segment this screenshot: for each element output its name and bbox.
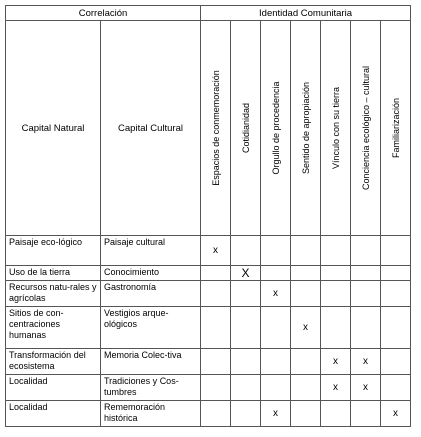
mark-cell <box>381 281 411 307</box>
column-header <box>261 21 291 236</box>
capital-cultural-cell: Memoria Colec-tiva <box>101 349 201 375</box>
capital-cultural-cell: Tradiciones y Cos-tumbres <box>101 375 201 401</box>
mark-cell <box>351 281 381 307</box>
mark-cell <box>201 349 231 375</box>
mark-cell <box>381 307 411 349</box>
mark-cell: x <box>261 401 291 427</box>
mark-cell <box>351 236 381 266</box>
column-header <box>291 21 321 236</box>
mark-cell <box>261 307 291 349</box>
column-header-label: Cotidianidad <box>240 102 251 154</box>
mark-cell <box>261 266 291 281</box>
mark-cell <box>291 236 321 266</box>
mark-cell <box>201 307 231 349</box>
mark-cell <box>231 236 261 266</box>
table-row <box>6 236 411 266</box>
mark-cell <box>291 349 321 375</box>
mark-cell <box>381 266 411 281</box>
mark-cell <box>321 236 351 266</box>
mark-cell <box>381 349 411 375</box>
column-header <box>321 21 351 236</box>
table-row <box>6 307 411 349</box>
column-header <box>351 21 381 236</box>
correlation-table-wrapper <box>5 5 411 427</box>
mark-cell <box>291 401 321 427</box>
mark-cell <box>201 266 231 281</box>
mark-cell <box>291 266 321 281</box>
capital-cultural-cell: Vestigios arque-ológicos <box>101 307 201 349</box>
mark-cell <box>261 236 291 266</box>
mark-cell <box>321 281 351 307</box>
mark-cell <box>291 375 321 401</box>
column-header-label: Familiarización <box>390 97 401 159</box>
mark-cell <box>231 375 261 401</box>
table-row <box>6 375 411 401</box>
mark-cell <box>321 401 351 427</box>
column-header-label: Orgullo de procedencia <box>270 81 281 175</box>
mark-cell <box>381 236 411 266</box>
mark-cell: x <box>201 236 231 266</box>
capital-natural-cell: Uso de la tierra <box>6 266 101 281</box>
column-header <box>381 21 411 236</box>
mark-cell <box>321 307 351 349</box>
subheader-capital-natural: Capital Natural <box>6 21 101 236</box>
mark-cell <box>351 266 381 281</box>
mark-cell <box>381 375 411 401</box>
capital-natural-cell: Localidad <box>6 375 101 401</box>
mark-cell <box>351 307 381 349</box>
capital-natural-cell: Localidad <box>6 401 101 427</box>
column-header <box>201 21 231 236</box>
mark-cell: x <box>321 349 351 375</box>
mark-cell <box>231 307 261 349</box>
mark-cell <box>201 375 231 401</box>
mark-cell: x <box>261 281 291 307</box>
mark-cell <box>231 401 261 427</box>
mark-cell <box>201 281 231 307</box>
column-header <box>231 21 261 236</box>
column-header-label: Espacios de conmemoración <box>210 70 221 186</box>
correlation-table <box>5 5 411 427</box>
mark-cell <box>201 401 231 427</box>
header-identidad-comunitaria: Identidad Comunitaria <box>201 6 411 21</box>
mark-cell <box>351 401 381 427</box>
mark-cell <box>261 375 291 401</box>
capital-cultural-cell: Gastronomía <box>101 281 201 307</box>
mark-cell <box>321 266 351 281</box>
capital-cultural-cell: Paisaje cultural <box>101 236 201 266</box>
table-row <box>6 401 411 427</box>
capital-cultural-cell: Rememoración histórica <box>101 401 201 427</box>
column-header-label: Sentido de apropiación <box>300 81 311 175</box>
table-row <box>6 349 411 375</box>
subheader-capital-cultural: Capital Cultural <box>101 21 201 236</box>
column-header-label: Conciencia ecológico – cultural <box>360 65 371 191</box>
header-correlacion: Correlación <box>6 6 201 21</box>
mark-cell <box>261 349 291 375</box>
capital-natural-cell: Recursos natu-rales y agrícolas <box>6 281 101 307</box>
mark-cell: x <box>321 375 351 401</box>
mark-cell <box>291 281 321 307</box>
mark-cell: x <box>351 375 381 401</box>
column-header-label: Vínculo con su tierra <box>330 86 341 170</box>
capital-natural-cell: Transformación del ecosistema <box>6 349 101 375</box>
mark-cell: x <box>351 349 381 375</box>
mark-cell <box>231 349 261 375</box>
capital-natural-cell: Sitios de con-centraciones humanas <box>6 307 101 349</box>
mark-cell: X <box>231 266 261 281</box>
mark-cell: x <box>381 401 411 427</box>
capital-cultural-cell: Conocimiento <box>101 266 201 281</box>
mark-cell: x <box>291 307 321 349</box>
capital-natural-cell: Paisaje eco-lógico <box>6 236 101 266</box>
table-row <box>6 281 411 307</box>
mark-cell <box>231 281 261 307</box>
table-row <box>6 266 411 281</box>
